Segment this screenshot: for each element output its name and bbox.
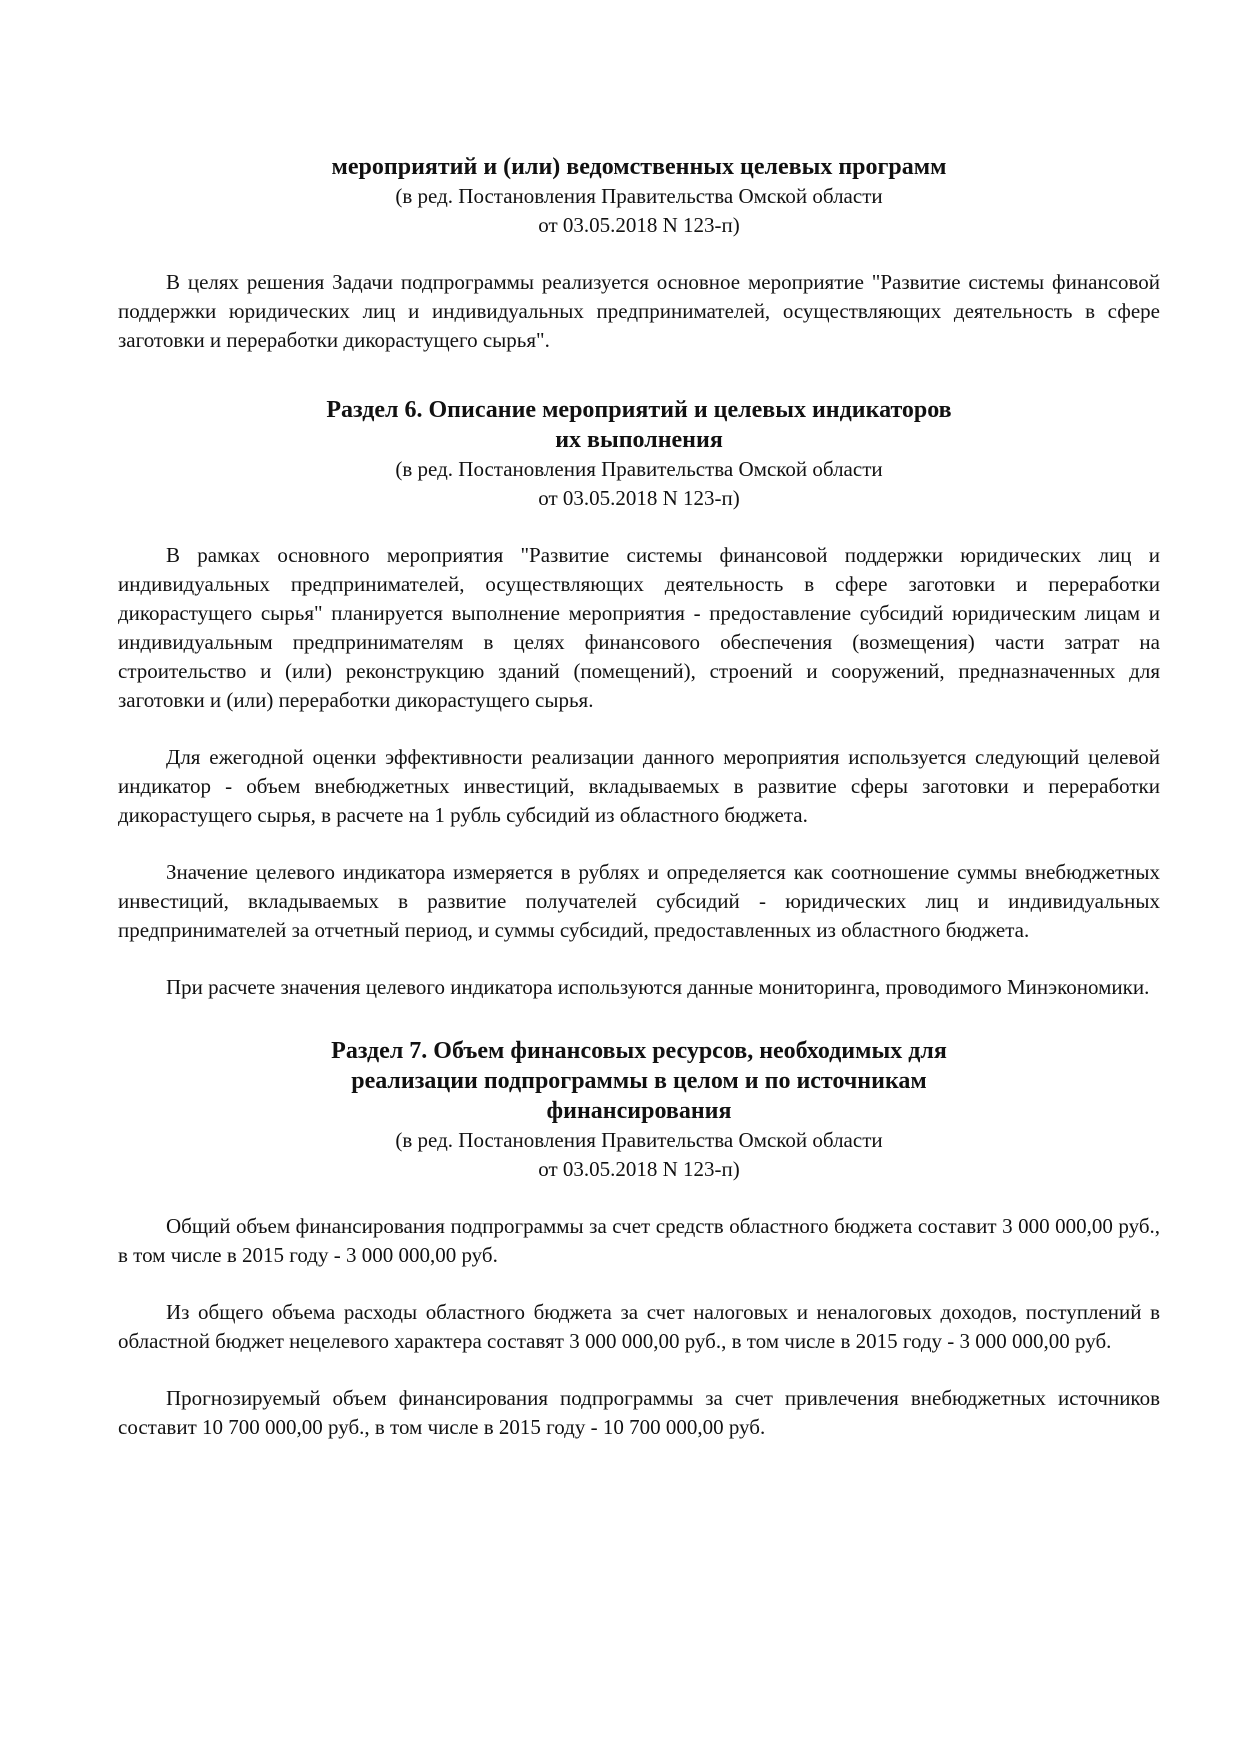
- paragraph-main-activity: В целях решения Задачи подпрограммы реализуется основное мероприятие "Развитие системы финансовой поддержки юридических лиц и индивидуальных предпринимателей, осуществляющих деятельность в сфере заготовки и переработки дикорастущего сырья".: [118, 270, 1160, 352]
- section-7-title-line-1: Раздел 7. Объем финансовых ресурсов, необходимых для: [331, 1038, 947, 1064]
- paragraph-indicator-measurement: Значение целевого индикатора измеряется в рублях и определяется как соотношение суммы внебюджетных инвестиций, вкладываемых в развитие получателей субсидий - юридических лиц и индивидуальных предпринимателей за отчетный период, и суммы субсидий, предоставленных из областного бюджета.: [118, 860, 1160, 942]
- section-7-amendment-line-2: от 03.05.2018 N 123-п): [538, 1157, 740, 1181]
- paragraph-monitoring-data: При расчете значения целевого индикатора используются данные мониторинга, проводимого Минэкономики.: [166, 975, 1150, 999]
- section-7-title-line-2: реализации подпрограммы в целом и по источникам: [351, 1068, 927, 1094]
- paragraph-target-indicator: Для ежегодной оценки эффективности реализации данного мероприятия используется следующий целевой индикатор - объем внебюджетных инвестиций, вкладываемых в развитие сферы заготовки и переработки дикорастущего сырья, в расчете на 1 рубль субсидий из областного бюджета.: [118, 745, 1160, 827]
- section-7-title-line-3: финансирования: [546, 1098, 732, 1124]
- document-page: [118, 152, 1160, 1442]
- section-6-amendment-line-2: от 03.05.2018 N 123-п): [538, 486, 740, 510]
- paragraph-extrabudgetary-funding: Прогнозируемый объем финансирования подпрограммы за счет привлечения внебюджетных источников составит 10 700 000,00 руб., в том числе в 2015 году - 10 700 000,00 руб.: [118, 1386, 1160, 1439]
- section-6-title-line-1: Раздел 6. Описание мероприятий и целевых индикаторов: [326, 397, 952, 423]
- paragraph-subsidy-activity: В рамках основного мероприятия "Развитие системы финансовой поддержки юридических лиц и индивидуальных предпринимателей, осуществляющих деятельность в сфере заготовки и переработки дикорастущего сырья" планируется выполнение мероприятия - предоставление субсидий юридическим лицам и индивидуальным предпринимателям в целях финансового обеспечения (возмещения) части затрат на строительство и (или) реконструкцию зданий (помещений), строений и сооружений, предназначенных для заготовки и (или) переработки дикорастущего сырья.: [118, 543, 1160, 712]
- section-6-amendment-line-1: (в ред. Постановления Правительства Омской области: [395, 457, 883, 481]
- amendment-note-line-2: от 03.05.2018 N 123-п): [538, 213, 740, 237]
- paragraph-tax-revenue-funding: Из общего объема расходы областного бюджета за счет налоговых и неналоговых доходов, поступлений в областной бюджет нецелевого характера составят 3 000 000,00 руб., в том числе в 2015 году - 3 000 000,00 руб.: [118, 1300, 1160, 1353]
- section-7-amendment-line-1: (в ред. Постановления Правительства Омской области: [395, 1128, 883, 1152]
- section-heading-continuation: мероприятий и (или) ведомственных целевых программ: [331, 154, 947, 180]
- amendment-note-line-1: (в ред. Постановления Правительства Омской области: [395, 184, 883, 208]
- section-6-title-line-2: их выполнения: [555, 427, 723, 453]
- paragraph-total-funding: Общий объем финансирования подпрограммы за счет средств областного бюджета составит 3 000 000,00 руб., в том числе в 2015 году - 3 000 000,00 руб.: [118, 1214, 1160, 1267]
